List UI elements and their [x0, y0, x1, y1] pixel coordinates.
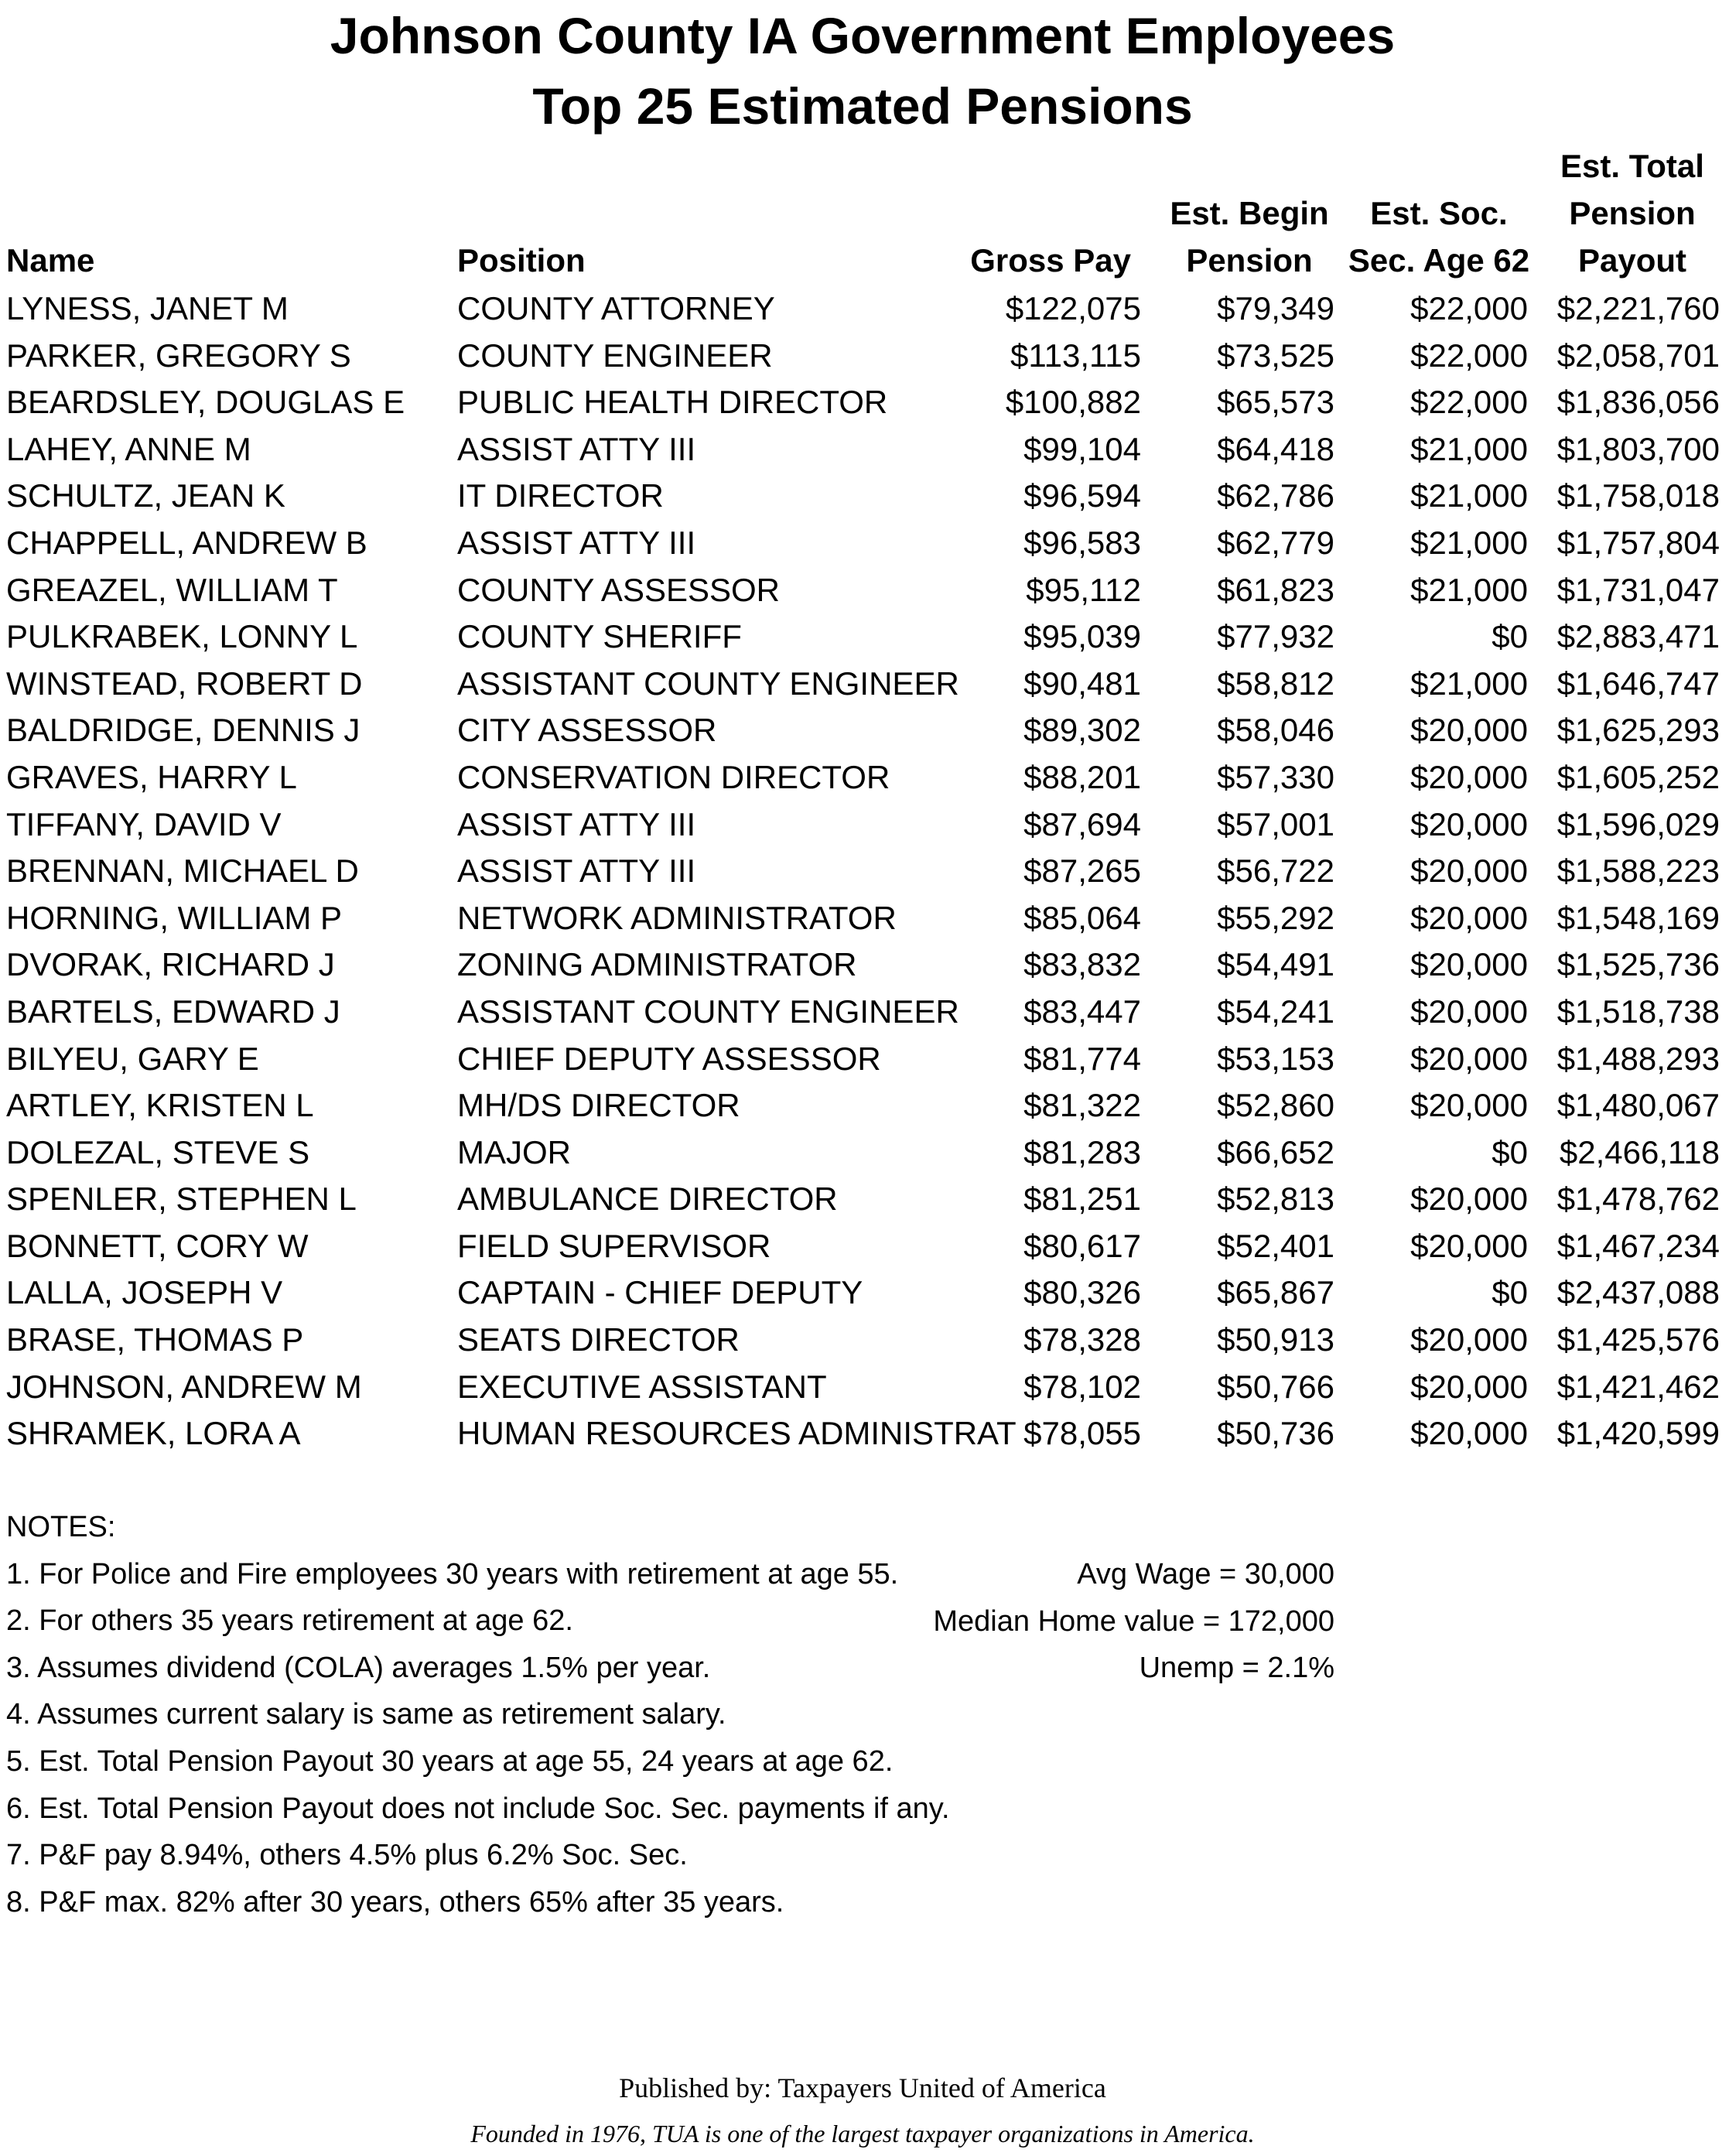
cell-total-payout: $1,518,738 — [1556, 993, 1720, 1030]
cell-begin-pension: $57,330 — [1217, 758, 1334, 795]
cell-soc-sec: $20,000 — [1410, 712, 1528, 749]
cell-total-payout: $2,466,118 — [1559, 1133, 1720, 1170]
cell-gross-pay: $90,481 — [1023, 665, 1141, 702]
cell-total-payout: $1,420,599 — [1556, 1415, 1720, 1452]
cell-total-payout: $2,221,760 — [1556, 290, 1720, 326]
cell-soc-sec: $20,000 — [1410, 1181, 1528, 1218]
header-soc-sec-line2: Sec. Age 62 — [1348, 242, 1530, 278]
table-row — [0, 1036, 1725, 1083]
note-item: 5. Est. Total Pension Payout 30 years at age 55, 24 years at age 62. — [6, 1744, 894, 1778]
table-row — [0, 1129, 1725, 1177]
cell-position: CAPTAIN - CHIEF DEPUTY — [457, 1274, 863, 1311]
note-item: 4. Assumes current salary is same as retirement salary. — [6, 1698, 726, 1731]
cell-position: COUNTY SHERIFF — [457, 618, 742, 655]
table-row — [0, 520, 1725, 567]
cell-total-payout: $1,478,762 — [1556, 1181, 1720, 1218]
cell-begin-pension: $55,292 — [1217, 899, 1334, 936]
table-row — [0, 333, 1725, 380]
cell-soc-sec: $20,000 — [1410, 1368, 1528, 1405]
cell-begin-pension: $62,786 — [1217, 477, 1334, 514]
cell-total-payout: $1,646,747 — [1556, 665, 1720, 702]
cell-total-payout: $2,883,471 — [1556, 618, 1720, 655]
notes-list — [6, 1551, 1724, 1926]
table-row — [0, 754, 1725, 801]
cell-gross-pay: $81,251 — [1023, 1181, 1141, 1218]
note-item: 8. P&F max. 82% after 30 years, others 65% after 35 years. — [6, 1885, 784, 1919]
cell-gross-pay: $95,039 — [1023, 618, 1141, 655]
cell-begin-pension: $58,812 — [1217, 665, 1334, 702]
cell-name: BEARDSLEY, DOUGLAS E — [6, 384, 405, 421]
cell-soc-sec: $0 — [1492, 1133, 1528, 1170]
cell-name: SPENLER, STEPHEN L — [6, 1181, 357, 1218]
cell-begin-pension: $50,913 — [1217, 1321, 1334, 1358]
cell-position: COUNTY ASSESSOR — [457, 571, 781, 608]
cell-begin-pension: $64,418 — [1217, 430, 1334, 467]
table-row — [0, 379, 1725, 426]
table-row — [0, 1223, 1725, 1270]
cell-total-payout: $1,548,169 — [1556, 899, 1720, 936]
cell-name: TIFFANY, DAVID V — [6, 805, 282, 842]
footer-published: Published by: Taxpayers United of America — [619, 2072, 1106, 2103]
header-begin-pension-line1: Est. Begin — [1170, 195, 1329, 231]
cell-total-payout: $1,758,018 — [1556, 477, 1720, 514]
cell-begin-pension: $57,001 — [1217, 805, 1334, 842]
cell-gross-pay: $80,326 — [1023, 1274, 1141, 1311]
cell-position: MH/DS DIRECTOR — [457, 1087, 740, 1124]
table-row — [0, 1364, 1725, 1411]
cell-soc-sec: $21,000 — [1410, 524, 1528, 561]
cell-position: PUBLIC HEALTH DIRECTOR — [457, 384, 888, 421]
cell-gross-pay: $85,064 — [1023, 899, 1141, 936]
cell-total-payout: $1,525,736 — [1556, 946, 1720, 983]
header-soc-sec-line1: Est. Soc. — [1370, 195, 1508, 231]
table-row — [0, 1317, 1725, 1364]
table-row — [0, 661, 1725, 708]
cell-begin-pension: $52,813 — [1217, 1181, 1334, 1218]
cell-name: ARTLEY, KRISTEN L — [6, 1087, 314, 1124]
cell-gross-pay: $122,075 — [1005, 290, 1141, 326]
cell-gross-pay: $100,882 — [1005, 384, 1141, 421]
cell-position: CITY ASSESSOR — [457, 712, 717, 749]
cell-position: CONSERVATION DIRECTOR — [457, 758, 890, 795]
cell-position: ASSISTANT COUNTY ENGINEER — [457, 993, 959, 1030]
cell-position: HUMAN RESOURCES ADMINISTRAT — [457, 1415, 1017, 1452]
cell-name: BRENNAN, MICHAEL D — [6, 852, 359, 890]
cell-gross-pay: $78,055 — [1023, 1415, 1141, 1452]
cell-soc-sec: $20,000 — [1410, 1227, 1528, 1264]
cell-begin-pension: $79,349 — [1217, 290, 1334, 326]
cell-begin-pension: $65,867 — [1217, 1274, 1334, 1311]
cell-soc-sec: $0 — [1492, 618, 1528, 655]
table-row — [0, 895, 1725, 942]
cell-total-payout: $1,625,293 — [1556, 712, 1720, 749]
cell-name: LALLA, JOSEPH V — [6, 1274, 283, 1311]
cell-name: SHRAMEK, LORA A — [6, 1415, 301, 1452]
cell-begin-pension: $73,525 — [1217, 337, 1334, 374]
table-row — [0, 613, 1725, 661]
cell-total-payout: $1,605,252 — [1556, 758, 1720, 795]
note-item: 6. Est. Total Pension Payout does not include Soc. Sec. payments if any. — [6, 1792, 950, 1825]
cell-name: GREAZEL, WILLIAM T — [6, 571, 338, 608]
cell-total-payout: $1,596,029 — [1556, 805, 1720, 842]
table-row — [0, 285, 1725, 333]
table-row — [0, 989, 1725, 1036]
cell-position: ASSIST ATTY III — [457, 852, 696, 890]
cell-position: NETWORK ADMINISTRATOR — [457, 899, 897, 936]
cell-name: BILYEU, GARY E — [6, 1040, 259, 1077]
table-row — [0, 707, 1725, 754]
cell-position: SEATS DIRECTOR — [457, 1321, 740, 1358]
cell-name: JOHNSON, ANDREW M — [6, 1368, 362, 1405]
cell-position: COUNTY ENGINEER — [457, 337, 773, 374]
cell-total-payout: $1,757,804 — [1556, 524, 1720, 561]
cell-soc-sec: $20,000 — [1410, 1321, 1528, 1358]
cell-begin-pension: $61,823 — [1217, 571, 1334, 608]
cell-total-payout: $2,437,088 — [1556, 1274, 1720, 1311]
notes-heading: NOTES: — [6, 1511, 116, 1543]
cell-position: MAJOR — [457, 1133, 571, 1170]
cell-total-payout: $1,731,047 — [1556, 571, 1720, 608]
cell-gross-pay: $96,594 — [1023, 477, 1141, 514]
cell-begin-pension: $52,860 — [1217, 1087, 1334, 1124]
cell-begin-pension: $54,241 — [1217, 993, 1334, 1030]
cell-position: ASSISTANT COUNTY ENGINEER — [457, 665, 959, 702]
cell-begin-pension: $50,766 — [1217, 1368, 1334, 1405]
cell-gross-pay: $81,774 — [1023, 1040, 1141, 1077]
cell-soc-sec: $0 — [1492, 1274, 1528, 1311]
header-total-line3: Payout — [1577, 242, 1687, 278]
footer-founded: Founded in 1976, TUA is one of the largest taxpayer organizations in America. — [470, 2120, 1255, 2147]
table-row — [0, 426, 1725, 473]
cell-soc-sec: $20,000 — [1410, 1040, 1528, 1077]
cell-begin-pension: $65,573 — [1217, 384, 1334, 421]
cell-total-payout: $2,058,701 — [1556, 337, 1720, 374]
cell-gross-pay: $99,104 — [1023, 430, 1141, 467]
cell-name: LAHEY, ANNE M — [6, 430, 251, 467]
note-item: 1. For Police and Fire employees 30 years with retirement at age 55. — [6, 1557, 899, 1591]
cell-name: PULKRABEK, LONNY L — [6, 618, 358, 655]
note-item: 7. P&F pay 8.94%, others 4.5% plus 6.2% Soc. Sec. — [6, 1839, 688, 1872]
page-title: Johnson County IA Government Employees — [330, 7, 1396, 64]
cell-soc-sec: $21,000 — [1410, 430, 1528, 467]
cell-total-payout: $1,421,462 — [1556, 1368, 1720, 1405]
cell-position: ASSIST ATTY III — [457, 430, 696, 467]
cell-soc-sec: $21,000 — [1410, 571, 1528, 608]
cell-gross-pay: $87,265 — [1023, 852, 1141, 890]
cell-position: COUNTY ATTORNEY — [457, 290, 775, 326]
cell-position: CHIEF DEPUTY ASSESSOR — [457, 1040, 881, 1077]
cell-name: BARTELS, EDWARD J — [6, 993, 340, 1030]
cell-gross-pay: $78,102 — [1023, 1368, 1141, 1405]
cell-begin-pension: $52,401 — [1217, 1227, 1334, 1264]
cell-name: BALDRIDGE, DENNIS J — [6, 712, 360, 749]
table-row — [0, 1082, 1725, 1129]
cell-begin-pension: $50,736 — [1217, 1415, 1334, 1452]
table-row — [0, 473, 1725, 520]
cell-name: GRAVES, HARRY L — [6, 758, 297, 795]
cell-position: IT DIRECTOR — [457, 477, 664, 514]
note-item: 3. Assumes dividend (COLA) averages 1.5% per year. — [6, 1651, 711, 1684]
cell-soc-sec: $20,000 — [1410, 805, 1528, 842]
cell-total-payout: $1,480,067 — [1556, 1087, 1720, 1124]
cell-soc-sec: $20,000 — [1410, 993, 1528, 1030]
cell-total-payout: $1,803,700 — [1556, 430, 1720, 467]
cell-gross-pay: $80,617 — [1023, 1227, 1141, 1264]
cell-soc-sec: $20,000 — [1410, 758, 1528, 795]
cell-name: PARKER, GREGORY S — [6, 337, 351, 374]
cell-total-payout: $1,836,056 — [1556, 384, 1720, 421]
cell-name: BONNETT, CORY W — [6, 1227, 309, 1264]
cell-soc-sec: $20,000 — [1410, 1087, 1528, 1124]
notes-section — [6, 1504, 1724, 1925]
cell-gross-pay: $81,322 — [1023, 1087, 1141, 1124]
cell-gross-pay: $87,694 — [1023, 805, 1141, 842]
cell-name: LYNESS, JANET M — [6, 290, 289, 326]
cell-gross-pay: $96,583 — [1023, 524, 1141, 561]
cell-gross-pay: $89,302 — [1023, 712, 1141, 749]
cell-position: ASSIST ATTY III — [457, 524, 696, 561]
table-row — [0, 1410, 1725, 1457]
cell-position: AMBULANCE DIRECTOR — [457, 1181, 838, 1218]
header-name: Name — [6, 242, 95, 278]
cell-total-payout: $1,488,293 — [1556, 1040, 1720, 1077]
stat-unemp: Unemp = 2.1% — [1139, 1652, 1334, 1684]
cell-begin-pension: $77,932 — [1217, 618, 1334, 655]
cell-begin-pension: $56,722 — [1217, 852, 1334, 890]
cell-position: EXECUTIVE ASSISTANT — [457, 1368, 827, 1405]
cell-name: SCHULTZ, JEAN K — [6, 477, 285, 514]
cell-gross-pay: $83,447 — [1023, 993, 1141, 1030]
cell-begin-pension: $53,153 — [1217, 1040, 1334, 1077]
cell-gross-pay: $81,283 — [1023, 1133, 1141, 1170]
header-gross-pay: Gross Pay — [970, 242, 1131, 278]
cell-begin-pension: $58,046 — [1217, 712, 1334, 749]
table-row — [0, 848, 1725, 895]
cell-gross-pay: $88,201 — [1023, 758, 1141, 795]
header-position: Position — [457, 242, 586, 278]
stat-median-home: Median Home value = 172,000 — [933, 1605, 1334, 1638]
cell-name: CHAPPELL, ANDREW B — [6, 524, 367, 561]
header-total-line2: Pension — [1569, 195, 1696, 231]
pension-table — [0, 285, 1725, 1457]
cell-soc-sec: $20,000 — [1410, 852, 1528, 890]
cell-soc-sec: $20,000 — [1410, 1415, 1528, 1452]
cell-position: ASSIST ATTY III — [457, 805, 696, 842]
cell-gross-pay: $113,115 — [1010, 337, 1141, 374]
cell-begin-pension: $62,779 — [1217, 524, 1334, 561]
cell-total-payout: $1,425,576 — [1556, 1321, 1720, 1358]
cell-total-payout: $1,588,223 — [1556, 852, 1720, 890]
cell-soc-sec: $21,000 — [1410, 477, 1528, 514]
cell-soc-sec: $22,000 — [1410, 384, 1528, 421]
table-row — [0, 1269, 1725, 1317]
table-row — [0, 567, 1725, 614]
cell-name: DVORAK, RICHARD J — [6, 946, 335, 983]
table-row — [0, 941, 1725, 989]
cell-soc-sec: $20,000 — [1410, 946, 1528, 983]
header-total-line1: Est. Total — [1560, 148, 1704, 184]
note-item: 2. For others 35 years retirement at age 62. — [6, 1604, 573, 1638]
cell-soc-sec: $22,000 — [1410, 290, 1528, 326]
cell-name: DOLEZAL, STEVE S — [6, 1133, 310, 1170]
cell-soc-sec: $21,000 — [1410, 665, 1528, 702]
table-row — [0, 1176, 1725, 1223]
cell-name: HORNING, WILLIAM P — [6, 899, 343, 936]
cell-gross-pay: $95,112 — [1026, 571, 1141, 608]
cell-position: ZONING ADMINISTRATOR — [457, 946, 857, 983]
cell-position: FIELD SUPERVISOR — [457, 1227, 771, 1264]
cell-gross-pay: $78,328 — [1023, 1321, 1141, 1358]
cell-name: WINSTEAD, ROBERT D — [6, 665, 363, 702]
cell-gross-pay: $83,832 — [1023, 946, 1141, 983]
stat-avg-wage: Avg Wage = 30,000 — [1077, 1558, 1334, 1591]
cell-begin-pension: $66,652 — [1217, 1133, 1334, 1170]
table-row — [0, 801, 1725, 849]
cell-begin-pension: $54,491 — [1217, 946, 1334, 983]
cell-soc-sec: $22,000 — [1410, 337, 1528, 374]
cell-total-payout: $1,467,234 — [1556, 1227, 1720, 1264]
header-begin-pension-line2: Pension — [1186, 242, 1313, 278]
cell-name: BRASE, THOMAS P — [6, 1321, 304, 1358]
page-subtitle: Top 25 Estimated Pensions — [532, 77, 1193, 135]
cell-soc-sec: $20,000 — [1410, 899, 1528, 936]
